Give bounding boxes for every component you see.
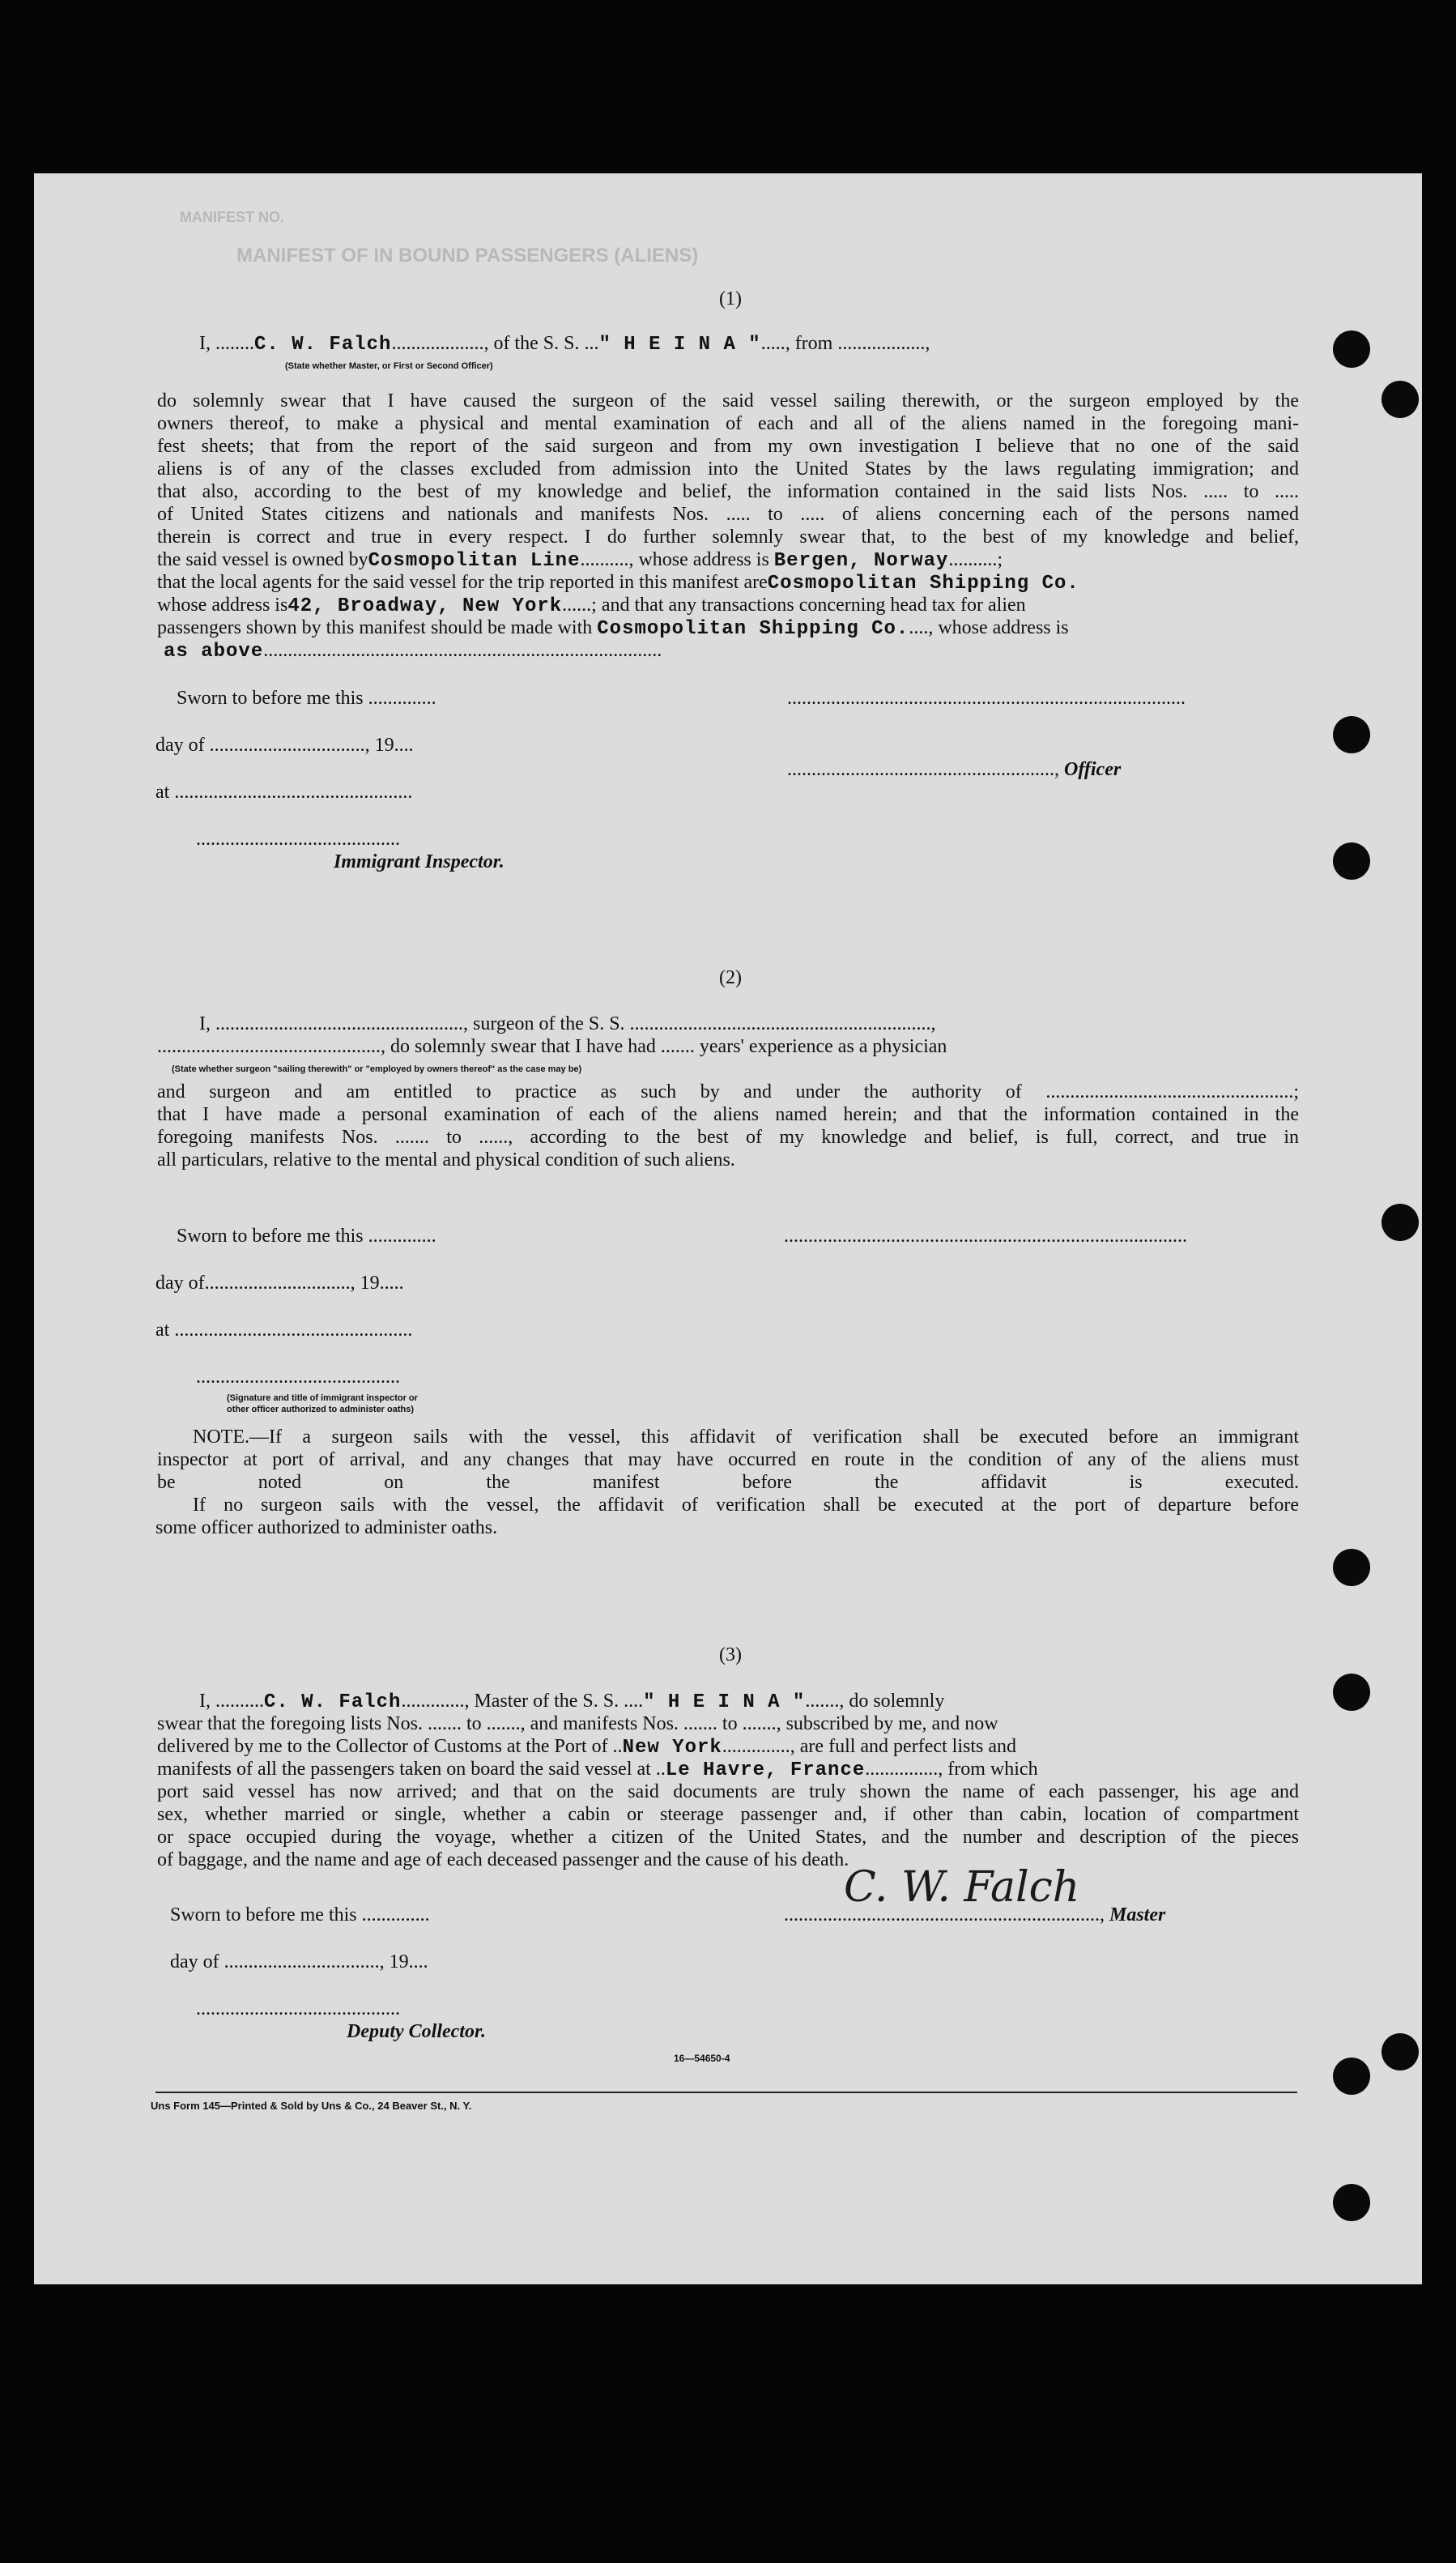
punch-hole bbox=[1381, 2033, 1419, 2070]
punch-hole bbox=[1333, 716, 1370, 753]
s3-ship-name: " H E I N A " bbox=[643, 1691, 806, 1713]
s3-port-line bbox=[157, 1735, 1016, 1759]
s3-sig-dots: .......................................... bbox=[196, 1998, 400, 2019]
agents-line bbox=[157, 571, 1079, 595]
s3-vessel-line bbox=[157, 1758, 1038, 1782]
s1-line1-mid: ..................., of the S. S. ... bbox=[391, 333, 599, 354]
note-line-2: If no surgeon sails with the vessel, the affidavit of verification shall be executed at the port of departure before bbox=[193, 1495, 1299, 1516]
master-label: Master bbox=[1109, 1904, 1166, 1925]
punch-hole bbox=[1333, 331, 1370, 368]
s2-sig-caption-2: other officer authorized to administer oaths) bbox=[227, 1405, 415, 1414]
paragraph-line: therein is correct and true in every respect. I do further solemnly swear that, to the best of my knowledge and belief, bbox=[157, 527, 1299, 548]
paragraph-line: owners thereof, to make a physical and mental examination of each and all of the aliens named in the foregoing mani- bbox=[157, 413, 1299, 434]
s1-sworn: Sworn to before me this .............. bbox=[177, 688, 436, 709]
port-of-departure: Le Havre, France bbox=[665, 1759, 866, 1781]
paragraph-line: do solemnly swear that I have caused the surgeon of the said vessel sailing therewith, or the surgeon employed by the bbox=[157, 390, 1299, 412]
s3-master-name: C. W. Falch bbox=[264, 1691, 402, 1713]
s1-sig-dots: .......................................... bbox=[196, 829, 400, 850]
s3-day: day of ................................, 19.... bbox=[170, 1951, 428, 1972]
faded-title: MANIFEST OF IN BOUND PASSENGERS (ALIENS) bbox=[236, 245, 699, 267]
paragraph-line: be noted on the manifest before the affidavit is executed. bbox=[157, 1472, 1299, 1493]
document-sheet bbox=[34, 173, 1422, 2284]
owner-pre: the said vessel is owned by bbox=[157, 549, 368, 570]
port-pre: delivered by me to the Collector of Customs at the Port of .. bbox=[157, 1736, 623, 1757]
s3-line1-post: ......., do solemnly bbox=[805, 1691, 945, 1712]
owner-post: ..........; bbox=[948, 549, 1003, 570]
faded-manifest-no: MANIFEST NO. bbox=[180, 209, 284, 225]
s2-line1: I, ..................................................., surgeon of the S. S. .............................................................., bbox=[199, 1013, 936, 1034]
s3-sworn: Sworn to before me this .............. bbox=[170, 1904, 430, 1925]
port-of-arrival: New York bbox=[622, 1737, 722, 1759]
s2-sig-caption-1: (Signature and title of immigrant inspector or bbox=[227, 1393, 418, 1403]
agents-addr-pre: whose address is bbox=[157, 595, 288, 616]
master-signature: C. W. Falch bbox=[844, 1863, 1080, 1912]
paragraph-line: that also, according to the best of my knowledge and belief, the information contained in the said lists Nos. ..... to ..... bbox=[157, 481, 1299, 502]
s3-line1-mid: ............., Master of the S. S. .... bbox=[401, 1691, 644, 1712]
punch-hole bbox=[1333, 1549, 1370, 1586]
paragraph-line: or space occupied during the voyage, whether a citizen of the United States, and the number and description of the pieces bbox=[157, 1827, 1299, 1848]
agents-addr-post: ......; and that any transactions concerning head tax for alien bbox=[562, 595, 1026, 616]
officer-dots: ......................................................., bbox=[787, 759, 1064, 780]
passengers-line bbox=[157, 616, 1069, 641]
address-last-line bbox=[164, 639, 662, 663]
paragraph-line: foregoing manifests Nos. ....... to ......, according to the best of my knowledge and belief, is full, correct, and true in bbox=[157, 1127, 1299, 1148]
owner-address: Bergen, Norway bbox=[773, 550, 949, 572]
paragraph-line: port said vessel has now arrived; and that on the said documents are truly shown the name of each passenger, his age and bbox=[157, 1781, 1299, 1802]
collector-caption: Deputy Collector. bbox=[347, 2021, 486, 2042]
vessel-post: ..............., from which bbox=[865, 1759, 1038, 1780]
passengers-pre: passengers shown by this manifest should be made with bbox=[157, 617, 593, 638]
punch-hole bbox=[1333, 2058, 1370, 2095]
vessel-pre: manifests of all the passengers taken on board the said vessel at .. bbox=[157, 1759, 666, 1780]
s2-sig-dots: .......................................... bbox=[196, 1367, 400, 1388]
paragraph-line: of baggage, and the name and age of each deceased passenger and the cause of his death. bbox=[157, 1849, 849, 1870]
punch-hole bbox=[1333, 842, 1370, 880]
s3-line1 bbox=[199, 1690, 944, 1714]
local-agents: Cosmopolitan Shipping Co. bbox=[767, 573, 1079, 595]
s1-officer-line bbox=[787, 758, 1121, 781]
owner-line bbox=[157, 548, 1003, 573]
s1-at: at ................................................. bbox=[155, 782, 413, 803]
passengers-post: ...., whose address is bbox=[909, 617, 1069, 638]
s2-line2: .............................................., do solemnly swear that I have had ....... years' experience as a physician bbox=[157, 1036, 947, 1057]
s1-line1 bbox=[199, 332, 930, 356]
address-as-above: as above bbox=[164, 641, 264, 663]
s1-line1-pre: I, ........ bbox=[199, 333, 254, 354]
s1-day: day of ................................, 19.... bbox=[155, 735, 414, 756]
s2-caption: (State whether surgeon "sailing therewith" or "employed by owners thereof" as the case may be) bbox=[172, 1064, 582, 1074]
punch-hole bbox=[1333, 2184, 1370, 2221]
s2-at: at ................................................. bbox=[155, 1320, 413, 1341]
port-post: .............., are full and perfect lists and bbox=[722, 1736, 1017, 1757]
agents-address-line bbox=[157, 594, 1026, 618]
master-caption: (State whether Master, or First or Second Officer) bbox=[285, 361, 493, 371]
s3-line1-pre: I, .......... bbox=[199, 1691, 264, 1712]
footer-rule bbox=[155, 2092, 1297, 2093]
paragraph-line: all particulars, relative to the mental and physical condition of such aliens. bbox=[157, 1149, 735, 1171]
paragraph-line: sex, whether married or single, whether a cabin or steerage passenger and, if other than cabin, location of compartment bbox=[157, 1804, 1299, 1825]
s1-line1-post: ....., from .................., bbox=[760, 333, 930, 354]
agents-address: 42, Broadway, New York bbox=[287, 595, 563, 617]
s2-sworn: Sworn to before me this .............. bbox=[177, 1226, 436, 1247]
s3-line2: swear that the foregoing lists Nos. ....... to ......., and manifests Nos. ....... to ......., subscribed by me, and now bbox=[157, 1713, 998, 1734]
form-code: 16—54650-4 bbox=[674, 2053, 730, 2064]
address-last-dots: .................................................................................. bbox=[263, 640, 662, 661]
master-dots: ................................................................., bbox=[784, 1904, 1109, 1925]
paragraph-line: of United States citizens and nationals and manifests Nos. ..... to ..... of aliens concerning each of the persons named bbox=[157, 504, 1299, 525]
officer-label: Officer bbox=[1064, 759, 1122, 780]
passengers-with: Cosmopolitan Shipping Co. bbox=[597, 618, 909, 640]
owner-mid: .........., whose address is bbox=[580, 549, 769, 570]
paragraph-line: that I have made a personal examination of each of the aliens named herein; and that the information contained in the bbox=[157, 1104, 1299, 1125]
punch-hole bbox=[1333, 1674, 1370, 1711]
paragraph-line: fest sheets; that from the report of the said surgeon and from my own investigation I believe that no one of the said bbox=[157, 436, 1299, 457]
agents-pre: that the local agents for the said vessel for the trip reported in this manifest are bbox=[157, 572, 768, 593]
punch-hole bbox=[1381, 381, 1419, 418]
master-name: C. W. Falch bbox=[254, 334, 392, 356]
s2-right-dots: ................................................................................... bbox=[784, 1226, 1187, 1247]
s2-day: day of.............................., 19..... bbox=[155, 1273, 404, 1294]
section-number-2: (2) bbox=[719, 967, 742, 988]
paragraph-line: aliens is of any of the classes excluded from admission into the United States by the laws regulating immigration; and bbox=[157, 458, 1299, 480]
paragraph-line: inspector at port of arrival, and any changes that may have occurred en route in the condition of any of the aliens must bbox=[157, 1449, 1299, 1470]
paragraph-line: and surgeon and am entitled to practice as such by and under the authority of ...................................................; bbox=[157, 1081, 1299, 1102]
inspector-caption: Immigrant Inspector. bbox=[334, 851, 504, 872]
section-number-3: (3) bbox=[719, 1644, 742, 1665]
ship-name: " H E I N A " bbox=[598, 334, 761, 356]
paragraph-line: NOTE.—If a surgeon sails with the vessel, this affidavit of verification shall be executed before an immigrant bbox=[193, 1426, 1299, 1448]
note-line-3: some officer authorized to administer oaths. bbox=[155, 1517, 498, 1538]
printer-footer: Uns Form 145—Printed & Sold by Uns & Co., 24 Beaver St., N. Y. bbox=[151, 2100, 472, 2112]
vessel-owner: Cosmopolitan Line bbox=[368, 550, 581, 572]
s1-right-dots: .................................................................................. bbox=[787, 688, 1186, 709]
section-number-1: (1) bbox=[719, 288, 742, 309]
punch-hole bbox=[1381, 1204, 1419, 1241]
